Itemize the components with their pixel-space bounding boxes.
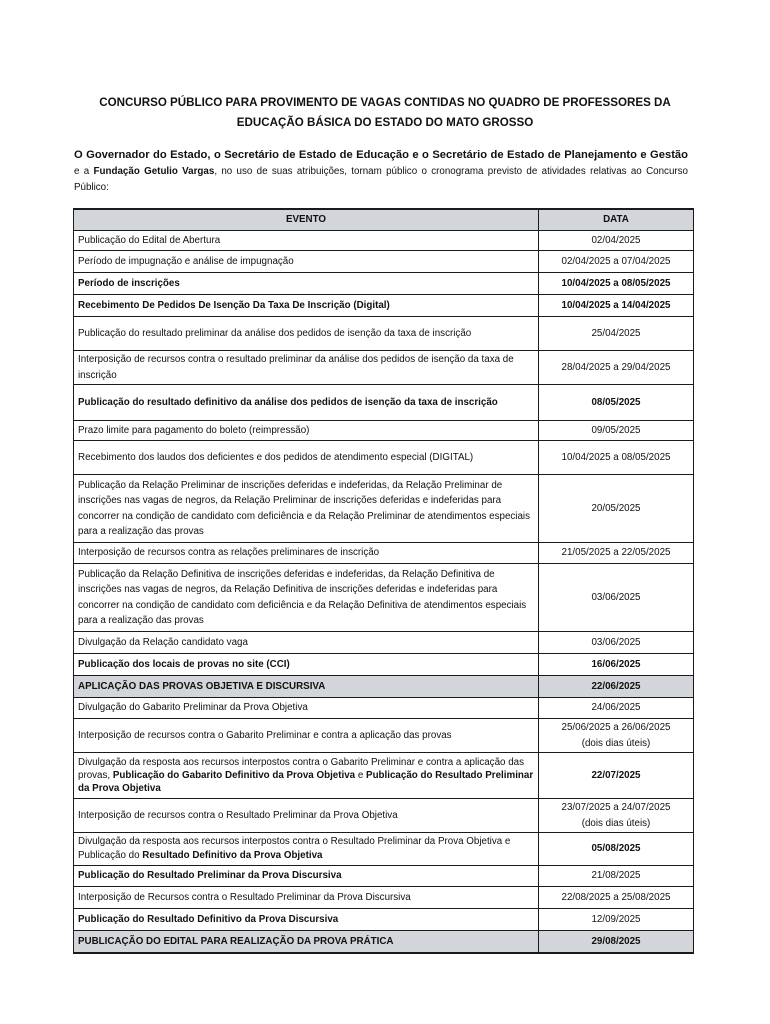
event-cell: Prazo limite para pagamento do boleto (reimpressão) bbox=[74, 421, 539, 441]
event-cell: Período de inscrições bbox=[74, 273, 539, 295]
event-cell: Divulgação do Gabarito Preliminar da Prova Objetiva bbox=[74, 698, 539, 719]
schedule-table bbox=[73, 208, 694, 954]
date-cell: 03/06/2025 bbox=[539, 564, 694, 632]
event-cell: PUBLICAÇÃO DO EDITAL PARA REALIZAÇÃO DA PROVA PRÁTICA bbox=[74, 931, 539, 953]
intro-foundation: Fundação Getulio Vargas bbox=[93, 166, 215, 177]
event-cell: Recebimento dos laudos dos deficientes e dos pedidos de atendimento especial (DIGITAL) bbox=[74, 441, 539, 475]
date-cell: 03/06/2025 bbox=[539, 632, 694, 654]
intro-text-b: , no uso de suas atribuições, tornam público o cronograma previsto de atividades relativas ao Concurso Público: bbox=[74, 166, 688, 193]
header-date: DATA bbox=[539, 209, 694, 231]
table-row bbox=[74, 909, 694, 931]
table-row bbox=[74, 931, 694, 953]
date-cell: 10/04/2025 a 08/05/2025 bbox=[539, 441, 694, 475]
table-row bbox=[74, 632, 694, 654]
date-cell: 02/04/2025 a 07/04/2025 bbox=[539, 251, 694, 273]
date-cell bbox=[539, 799, 694, 833]
table-row bbox=[74, 887, 694, 909]
date-cell: 29/08/2025 bbox=[539, 931, 694, 953]
event-text-bold: Publicação do Resultado Preliminar da Prova Objetiva bbox=[78, 770, 534, 794]
event-cell: Interposição de Recursos contra o Resultado Preliminar da Prova Discursiva bbox=[74, 887, 539, 909]
event-text: e bbox=[355, 770, 367, 781]
event-text-bold: Publicação do Gabarito Definitivo da Prova Objetiva bbox=[112, 770, 356, 781]
title-line-1: CONCURSO PÚBLICO PARA PROVIMENTO DE VAGAS CONTIDAS NO QUADRO DE PROFESSORES DA bbox=[99, 96, 671, 109]
event-cell: Interposição de recursos contra as relações preliminares de inscrição bbox=[74, 543, 539, 564]
event-cell: Publicação da Relação Preliminar de inscrições deferidas e indeferidas, da Relação Preliminar de inscrições nas vagas de negros, da Relação Preliminar de inscrições deferidas e indeferidas para concorrer na condição de candidato com deficiência e da Relação Preliminar de atendimentos especiais para a realização das provas bbox=[74, 475, 539, 543]
table-row bbox=[74, 475, 694, 543]
date-note: (dois dias úteis) bbox=[581, 817, 651, 829]
table-row bbox=[74, 799, 694, 833]
table-row bbox=[74, 833, 694, 866]
table-row bbox=[74, 564, 694, 632]
table-row bbox=[74, 295, 694, 317]
table-row bbox=[74, 317, 694, 351]
intro-text-a: e a bbox=[74, 166, 94, 177]
date-range: 23/07/2025 a 24/07/2025 bbox=[561, 802, 671, 813]
date-cell: 21/05/2025 a 22/05/2025 bbox=[539, 543, 694, 564]
date-cell: 12/09/2025 bbox=[539, 909, 694, 931]
table-row bbox=[74, 231, 694, 251]
event-cell: Publicação dos locais de provas no site (CCI) bbox=[74, 654, 539, 676]
event-cell: Divulgação da Relação candidato vaga bbox=[74, 632, 539, 654]
event-text: Divulgação da resposta aos recursos interpostos contra o Gabarito Preliminar e contra a aplicação das provas, bbox=[78, 757, 524, 781]
event-cell: Publicação do resultado preliminar da análise dos pedidos de isenção da taxa de inscrição bbox=[74, 317, 539, 351]
table-row bbox=[74, 441, 694, 475]
event-cell: Publicação da Relação Definitiva de inscrições deferidas e indeferidas, da Relação Definitiva de inscrições nas vagas de negros, da Relação Definitiva de inscrições deferidas e indeferidas para concorrer na condição de candidato com deficiência e da Relação Definitiva de atendimentos especiais para a realização das provas bbox=[74, 564, 539, 632]
event-cell: Publicação do Resultado Definitivo da Prova Discursiva bbox=[74, 909, 539, 931]
event-cell bbox=[74, 753, 539, 799]
date-range: 25/06/2025 a 26/06/2025 bbox=[561, 722, 671, 733]
document-title bbox=[60, 93, 710, 133]
table-row bbox=[74, 251, 694, 273]
event-cell: Publicação do Resultado Preliminar da Prova Discursiva bbox=[74, 866, 539, 887]
event-cell: Publicação do resultado definitivo da análise dos pedidos de isenção da taxa de inscrição bbox=[74, 385, 539, 421]
event-cell: Interposição de recursos contra o resultado preliminar da análise dos pedidos de isenção da taxa de inscrição bbox=[74, 351, 539, 385]
date-cell: 10/04/2025 a 14/04/2025 bbox=[539, 295, 694, 317]
table-header-row bbox=[74, 209, 694, 231]
date-cell: 22/06/2025 bbox=[539, 676, 694, 698]
table-row bbox=[74, 273, 694, 295]
table-row bbox=[74, 698, 694, 719]
date-note: (dois dias úteis) bbox=[581, 737, 651, 749]
event-cell bbox=[74, 833, 539, 866]
date-cell: 20/05/2025 bbox=[539, 475, 694, 543]
date-cell: 22/07/2025 bbox=[539, 753, 694, 799]
table-row bbox=[74, 753, 694, 799]
table-row bbox=[74, 351, 694, 385]
event-cell: Período de impugnação e análise de impugnação bbox=[74, 251, 539, 273]
event-text-bold: Resultado Definitivo da Prova Objetiva bbox=[142, 850, 323, 861]
event-cell: Publicação do Edital de Abertura bbox=[74, 231, 539, 251]
table-row bbox=[74, 866, 694, 887]
table-row bbox=[74, 676, 694, 698]
date-cell bbox=[539, 719, 694, 753]
date-cell: 05/08/2025 bbox=[539, 833, 694, 866]
date-cell: 24/06/2025 bbox=[539, 698, 694, 719]
date-cell: 09/05/2025 bbox=[539, 421, 694, 441]
event-text: Divulgação da resposta aos recursos interpostos contra o Resultado Preliminar da Prova Objetiva e Publicação do bbox=[78, 836, 511, 861]
intro-paragraph bbox=[74, 147, 688, 196]
intro-lead: O Governador do Estado, o Secretário de Estado de Educação e o Secretário de Estado de Planejamento e Gestão bbox=[74, 149, 688, 161]
date-cell: 22/08/2025 a 25/08/2025 bbox=[539, 887, 694, 909]
table-row bbox=[74, 719, 694, 753]
title-line-2: EDUCAÇÃO BÁSICA DO ESTADO DO MATO GROSSO bbox=[236, 116, 534, 129]
table-row bbox=[74, 654, 694, 676]
event-cell: Recebimento De Pedidos De Isenção Da Taxa De Inscrição (Digital) bbox=[74, 295, 539, 317]
date-cell: 21/08/2025 bbox=[539, 866, 694, 887]
event-cell: Interposição de recursos contra o Resultado Preliminar da Prova Objetiva bbox=[74, 799, 539, 833]
date-cell: 02/04/2025 bbox=[539, 231, 694, 251]
date-cell: 28/04/2025 a 29/04/2025 bbox=[539, 351, 694, 385]
table-row bbox=[74, 421, 694, 441]
event-cell: APLICAÇÃO DAS PROVAS OBJETIVA E DISCURSIVA bbox=[74, 676, 539, 698]
date-cell: 08/05/2025 bbox=[539, 385, 694, 421]
date-cell: 10/04/2025 a 08/05/2025 bbox=[539, 273, 694, 295]
date-cell: 25/04/2025 bbox=[539, 317, 694, 351]
date-cell: 16/06/2025 bbox=[539, 654, 694, 676]
table-row bbox=[74, 543, 694, 564]
event-cell: Interposição de recursos contra o Gabarito Preliminar e contra a aplicação das provas bbox=[74, 719, 539, 753]
table-row bbox=[74, 385, 694, 421]
header-event: EVENTO bbox=[74, 209, 539, 231]
